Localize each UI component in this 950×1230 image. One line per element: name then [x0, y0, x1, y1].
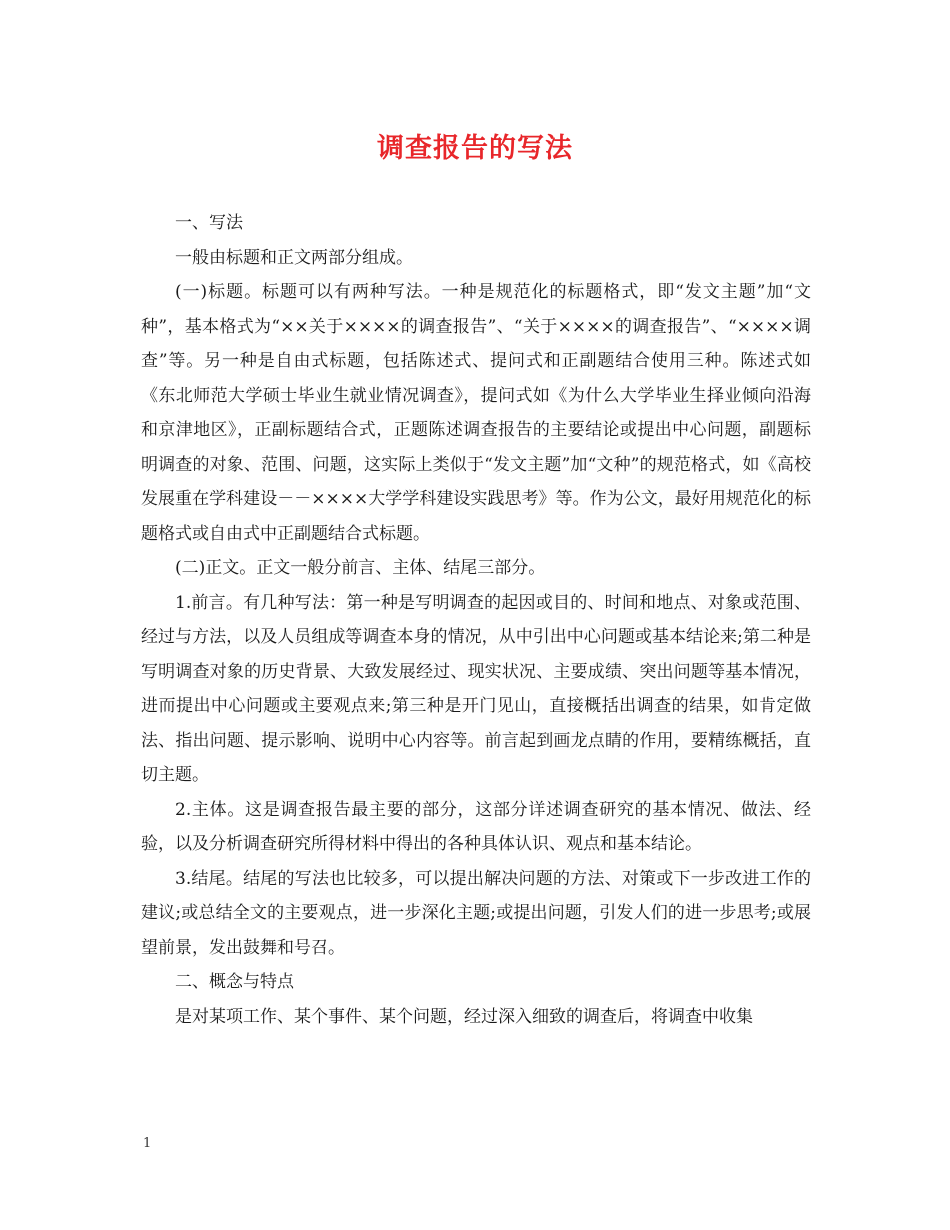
- paragraph-concept: 是对某项工作、某个事件、某个问题，经过深入细致的调查后，将调查中收集: [175, 1006, 753, 1027]
- paragraph-ending: 3.结尾。结尾的写法也比较多，可以提出解决问题的方法、对策或下一步改进工作的建议;或总结全文的主要观点，进一步深化主题;或提出问题，引发人们的进一步思考;或展望前景，发出鼓舞和号召。: [141, 868, 811, 958]
- paragraph-body-section: (二)正文。正文一般分前言、主体、结尾三部分。: [175, 558, 546, 578]
- document-title: 调查报告的写法: [377, 133, 573, 164]
- paragraph-title-section: (一)标题。标题可以有两种写法。一种是规范化的标题格式，即“发文主题”加“文种”，基本格式为“××关于××××的调查报告”、“关于××××的调查报告”、“××××调查”等。另一种是自由式标题，包括陈述式、提问式和正副题结合使用三种。陈述式如《东北师范大学硕士毕业生就业情况调查》，提问式如《为什么大学毕业生择业倾向沿海和京津地区》，正副标题结合式，正题陈述调查报告的主要结论或提出中心问题，副题标明调查的对象、范围、问题，这实际上类似于“发文主题”加“文种”的规范格式，如《高校发展重在学科建设－－××××大学学科建设实践思考》等。作为公文，最好用规范化的标题格式或自由式中正副题结合式标题。: [141, 282, 811, 544]
- paragraph-composition: 一般由标题和正文两部分组成。: [175, 247, 413, 268]
- document-body: [141, 206, 811, 1034]
- paragraph-preface: 1.前言。有几种写法：第一种是写明调查的起因或目的、时间和地点、对象或范围、经过与方法，以及人员组成等调查本身的情况，从中引出中心问题或基本结论来;第二种是写明调查对象的历史背景、大致发展经过、现实状况、主要成绩、突出问题等基本情况，进而提出中心问题或主要观点来;第三种是开门见山，直接概括出调查的结果，如肯定做法、指出问题、提示影响、说明中心内容等。前言起到画龙点睛的作用，要精练概括，直切主题。: [141, 592, 811, 785]
- page-number: 1: [143, 1136, 152, 1151]
- paragraph-main-body: 2.主体。这是调查报告最主要的部分，这部分详述调查研究的基本情况、做法、经验，以及分析调查研究所得材料中得出的各种具体认识、观点和基本结论。: [141, 799, 811, 854]
- section-heading-concept: 二、概念与特点: [175, 972, 294, 992]
- section-heading-writing-method: 一、写法: [175, 213, 243, 233]
